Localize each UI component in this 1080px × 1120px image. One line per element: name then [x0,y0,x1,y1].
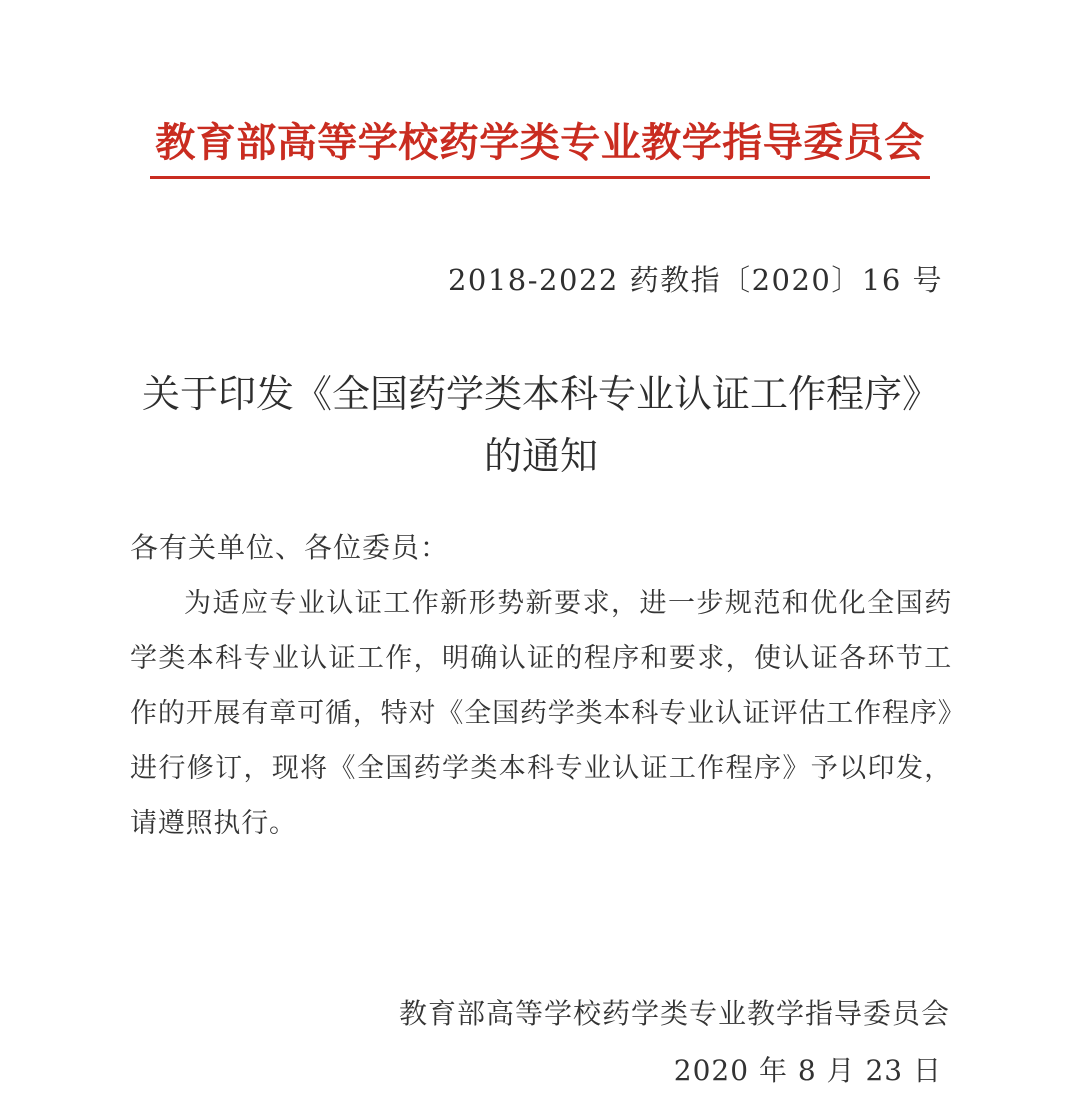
issuing-org-title: 教育部高等学校药学类专业教学指导委员会 [150,118,930,179]
document-header [0,118,1080,179]
document-number: 2018-2022 药教指〔2020〕16 号 [447,263,943,297]
issue-date: 2020 年 8 月 23 日 [673,1054,942,1087]
notice-title: 关于印发《全国药学类本科专业认证工作程序》的通知 [141,372,940,478]
notice-body-paragraph: 为适应专业认证工作新形势新要求，进一步规范和优化全国药学类本科专业认证工作，明确认证的程序和要求，使认证各环节工作的开展有章可循，特对《全国药学类本科专业认证评估工作程序》进行修订，现将《全国药学类本科专业认证工作程序》予以印发，请遵照执行。 [130,588,952,839]
signature-org-name: 教育部高等学校药学类专业教学指导委员会 [398,997,950,1030]
salutation-line: 各有关单位、各位委员： [130,531,450,564]
